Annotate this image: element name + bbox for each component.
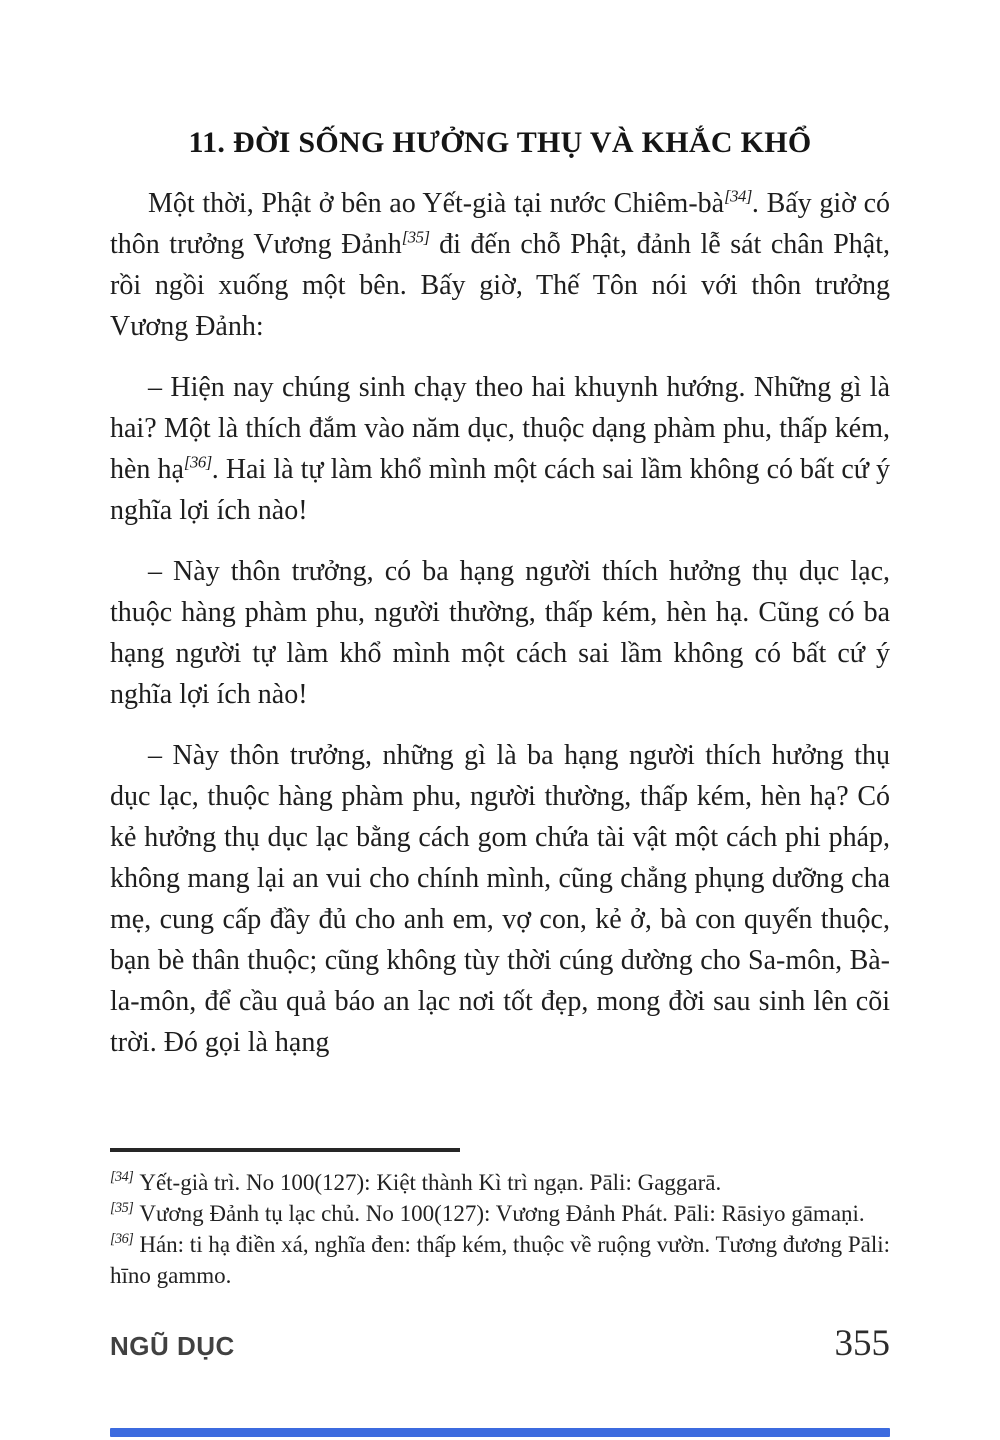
page-footer [110,1322,890,1365]
paragraph-text: . Hai là tự làm khổ mình một cách sai lầm không có bất cứ ý nghĩa lợi ích nào! [110,454,890,526]
footnote-marker-36: [36] [110,1231,134,1248]
page-number: 355 [834,1323,890,1364]
paragraph-text: Một thời, Phật ở bên ao Yết-già tại nước Chiêm-bà [148,188,725,219]
footnote-text: Yết-già trì. No 100(127): Kiệt thành Kì trì ngạn. Pāli: Gaggarā. [139,1170,722,1195]
footnote-separator [110,1148,460,1152]
footnote-item [110,1167,890,1198]
chapter-title: 11. ĐỜI SỐNG HƯỞNG THỤ VÀ KHẮC KHỔ [188,126,812,159]
paragraph-text: đi đến chỗ Phật, đảnh lễ sát chân Phật, rồi ngồi xuống một bên. Bấy giờ, Thế Tôn nói với thôn trưởng Vương Đảnh: [110,229,890,342]
body-paragraph [110,551,890,715]
paragraph-text: . Bấy giờ có thôn trưởng Vương Đảnh [110,188,890,260]
footnote-ref-35: [35] [401,227,430,247]
footnote-ref-34: [34] [724,186,752,206]
footnote-item [110,1198,890,1229]
body-paragraph [110,735,890,1063]
footnote-ref-36: [36] [183,452,212,472]
body-paragraph [110,367,890,531]
footnote-item [110,1229,890,1291]
reading-progress-bar[interactable] [110,1428,890,1437]
footnote-text: Hán: ti hạ điền xá, nghĩa đen: thấp kém, thuộc về ruộng vườn. Tương đương Pāli: hīno gammo. [110,1232,890,1288]
body-paragraph [110,183,890,347]
footnote-marker-34: [34] [110,1169,134,1186]
page-content [110,126,890,1083]
running-title: NGŨ DỤC [110,1331,235,1361]
footnote-block [110,1148,890,1291]
footnote-marker-35: [35] [110,1200,134,1217]
paragraph-text: – Này thôn trưởng, có ba hạng người thích hưởng thụ dục lạc, thuộc hàng phàm phu, người thường, thấp kém, hèn hạ. Cũng có ba hạng người tự làm khổ mình một cách sai lầm không có bất cứ ý nghĩa lợi ích nào! [110,556,890,710]
paragraph-text: – Hiện nay chúng sinh chạy theo hai khuynh hướng. Những gì là hai? Một là thích đắm vào năm dục, thuộc dạng phàm phu, thấp kém, hèn hạ [110,372,890,485]
paragraph-text: – Này thôn trưởng, những gì là ba hạng người thích hưởng thụ dục lạc, thuộc hàng phàm phu, người thường, thấp kém, hèn hạ? Có kẻ hưởng thụ dục lạc bằng cách gom chứa tài vật một cách phi pháp, không mang lại an vui cho chính mình, cũng chẳng phụng dưỡng cha mẹ, cung cấp đầy đủ cho anh em, vợ con, kẻ ở, bà con quyến thuộc, bạn bè thân thuộc; cũng không tùy thời cúng dường cho Sa-môn, Bà-la-môn, để cầu quả báo an lạc nơi tốt đẹp, mong đời sau sinh lên cõi trời. Đó gọi là hạng [110,740,890,1058]
footnote-text: Vương Đảnh tụ lạc chủ. No 100(127): Vương Đảnh Phát. Pāli: Rāsiyo gāmaṇi. [139,1201,865,1226]
